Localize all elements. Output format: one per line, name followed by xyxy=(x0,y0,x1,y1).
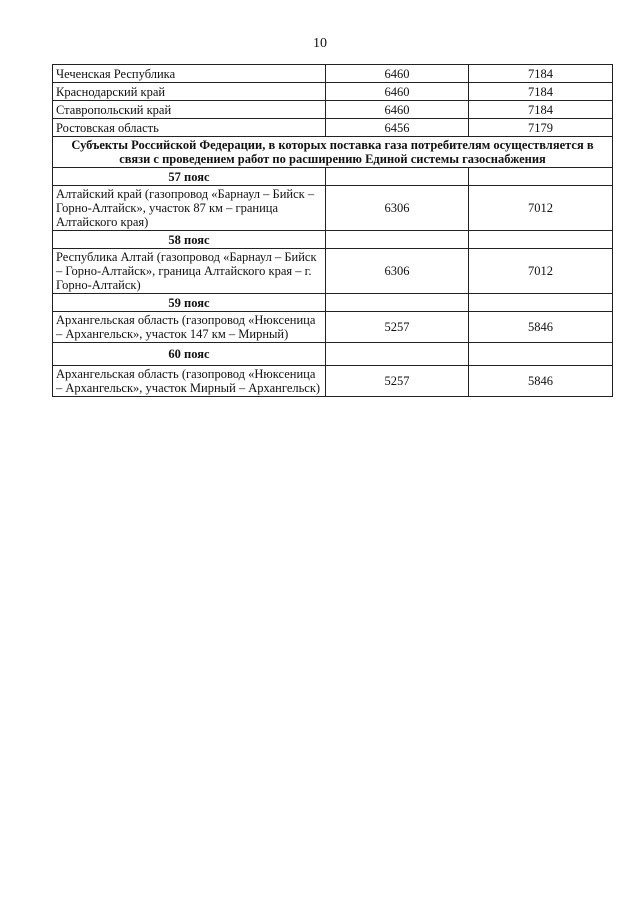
empty-cell xyxy=(469,294,613,312)
empty-cell xyxy=(326,168,469,186)
price-value-2: 7184 xyxy=(469,83,613,101)
price-value-1: 6460 xyxy=(326,83,469,101)
section-heading: Субъекты Российской Федерации, в которых поставка газа потребителям осуществляется в связи с проведением работ по расширению Единой системы газоснабжения xyxy=(53,137,613,168)
region-name: Архангельская область (газопровод «Нюксеница – Архангельск», участок Мирный – Архангельск) xyxy=(53,366,326,397)
price-value-2: 5846 xyxy=(469,366,613,397)
zone-header-row xyxy=(53,343,613,366)
empty-cell xyxy=(469,343,613,366)
gas-price-table xyxy=(52,64,613,397)
price-value-2: 7184 xyxy=(469,101,613,119)
price-value-1: 5257 xyxy=(326,366,469,397)
price-value-1: 6306 xyxy=(326,186,469,231)
empty-cell xyxy=(326,343,469,366)
region-name: Краснодарский край xyxy=(53,83,326,101)
zone-label: 59 пояс xyxy=(53,294,326,312)
region-name: Ставропольский край xyxy=(53,101,326,119)
empty-cell xyxy=(469,168,613,186)
price-value-2: 5846 xyxy=(469,312,613,343)
empty-cell xyxy=(326,294,469,312)
zone-label: 57 пояс xyxy=(53,168,326,186)
region-name: Алтайский край (газопровод «Барнаул – Бийск – Горно-Алтайск», участок 87 км – граница Алтайского края) xyxy=(53,186,326,231)
price-value-1: 6306 xyxy=(326,249,469,294)
price-value-1: 6456 xyxy=(326,119,469,137)
region-name: Республика Алтай (газопровод «Барнаул – Бийск – Горно-Алтайск», граница Алтайского края – г. Горно-Алтайск) xyxy=(53,249,326,294)
page-number: 10 xyxy=(313,36,327,51)
empty-cell xyxy=(469,231,613,249)
zone-header-row xyxy=(53,294,613,312)
table-row xyxy=(53,312,613,343)
price-value-1: 6460 xyxy=(326,101,469,119)
section-heading-row xyxy=(53,137,613,168)
zone-label: 60 пояс xyxy=(53,343,326,366)
zone-label: 58 пояс xyxy=(53,231,326,249)
table-row xyxy=(53,366,613,397)
price-value-1: 6460 xyxy=(326,65,469,83)
price-value-1: 5257 xyxy=(326,312,469,343)
table-row xyxy=(53,101,613,119)
table-row xyxy=(53,249,613,294)
price-value-2: 7184 xyxy=(469,65,613,83)
price-value-2: 7012 xyxy=(469,249,613,294)
table-row xyxy=(53,65,613,83)
table-row xyxy=(53,83,613,101)
zone-header-row xyxy=(53,231,613,249)
table-row xyxy=(53,186,613,231)
table-row xyxy=(53,119,613,137)
region-name: Чеченская Республика xyxy=(53,65,326,83)
empty-cell xyxy=(326,231,469,249)
region-name: Архангельская область (газопровод «Нюксеница – Архангельск», участок 147 км – Мирный) xyxy=(53,312,326,343)
zone-header-row xyxy=(53,168,613,186)
price-value-2: 7179 xyxy=(469,119,613,137)
region-name: Ростовская область xyxy=(53,119,326,137)
price-value-2: 7012 xyxy=(469,186,613,231)
